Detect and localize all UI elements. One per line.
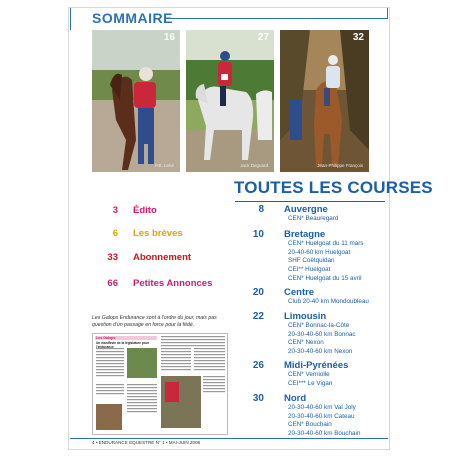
photo-1-page-number: 16	[163, 32, 175, 43]
photo-3	[280, 30, 369, 172]
left-item-number: 3	[112, 205, 118, 216]
thumbnail-subheading: Un manifeste de la législature pour l'endurance	[96, 341, 149, 349]
race-item: 20-40-60 km Huelgoat	[288, 248, 351, 256]
race-item: 20-30-40-60 km Val Joly	[288, 404, 356, 411]
race-item: CEI** Huelgoat	[288, 266, 331, 274]
left-item-label: Abonnement	[133, 252, 192, 263]
photo-2	[186, 30, 274, 172]
race-item: CEN* Bonnac-la-Côte	[288, 322, 350, 329]
region-name: Limousin	[284, 311, 327, 322]
left-item-number: 33	[107, 252, 118, 263]
photo-1-credit: P.B. Lehé	[154, 163, 174, 168]
race-item: CEN* Bouchain	[288, 421, 332, 429]
left-item-label: Petites Annonces	[133, 278, 213, 289]
race-item: 20-30-40-60 km Bonnac	[288, 330, 356, 338]
race-item: CEI*** Le Vigan	[288, 379, 333, 387]
race-item: CEN* Huelgoat du 15 avril	[288, 274, 362, 282]
region-page-number: 8	[258, 204, 264, 215]
race-item: CEN* Huelgoat du 11 mars	[288, 240, 364, 247]
page-title: SOMMAIRE	[92, 10, 173, 26]
courses-rule	[235, 201, 385, 202]
photo-2-page-number: 27	[257, 32, 269, 43]
region-name: Nord	[284, 393, 307, 404]
region-page-number: 20	[252, 287, 264, 298]
left-item-label: Les brèves	[133, 228, 183, 239]
article-thumbnail[interactable]	[92, 333, 228, 435]
region-name: Auvergne	[284, 204, 328, 215]
region-name: Bretagne	[284, 229, 326, 240]
photo-3-credit: Jean-Philippe François	[317, 163, 363, 168]
race-item: 20-30-40-60 km Nexon	[288, 348, 353, 356]
thumbnail-heading: Les Galops	[96, 336, 116, 340]
region-page-number: 10	[252, 229, 264, 240]
header-rule	[168, 18, 388, 19]
race-item: 20-30-40-60 km Cateau	[288, 412, 355, 420]
region-name: Midi-Pyrénées	[284, 360, 349, 371]
courses-title: TOUTES LES COURSES	[234, 178, 433, 197]
race-item: CEN* Beauregard	[288, 215, 339, 222]
race-item: Club 20-40 km Mondoubleau	[288, 298, 369, 305]
photo-1	[92, 30, 180, 172]
left-item-label: Édito	[133, 205, 157, 216]
race-item: SHF Coëtquidan	[288, 257, 335, 265]
photo-3-page-number: 32	[352, 32, 364, 43]
thumbnail-caption: Les Galops Endurance sont à l'ordre du jour, mais pas question d'un passage en force pour la fédé.	[92, 315, 217, 328]
footer-rule	[70, 438, 388, 439]
photo-2-credit: Jack Deguard	[240, 163, 268, 168]
page-footer: 4 • ENDURANCE EQUESTRE N° 1 • MAI-JUIN 2006	[92, 440, 201, 445]
left-item-number: 6	[112, 228, 118, 239]
race-item: CEN* Verniolle	[288, 371, 330, 378]
region-page-number: 22	[252, 311, 264, 322]
region-page-number: 26	[252, 360, 264, 371]
left-item-number: 66	[107, 278, 118, 289]
header-border-left	[70, 8, 71, 30]
race-item: 20-30-40-60 km Bouchain	[288, 430, 361, 438]
race-item: CEN* Nexon	[288, 339, 324, 347]
region-name: Centre	[284, 287, 315, 298]
region-page-number: 30	[252, 393, 264, 404]
